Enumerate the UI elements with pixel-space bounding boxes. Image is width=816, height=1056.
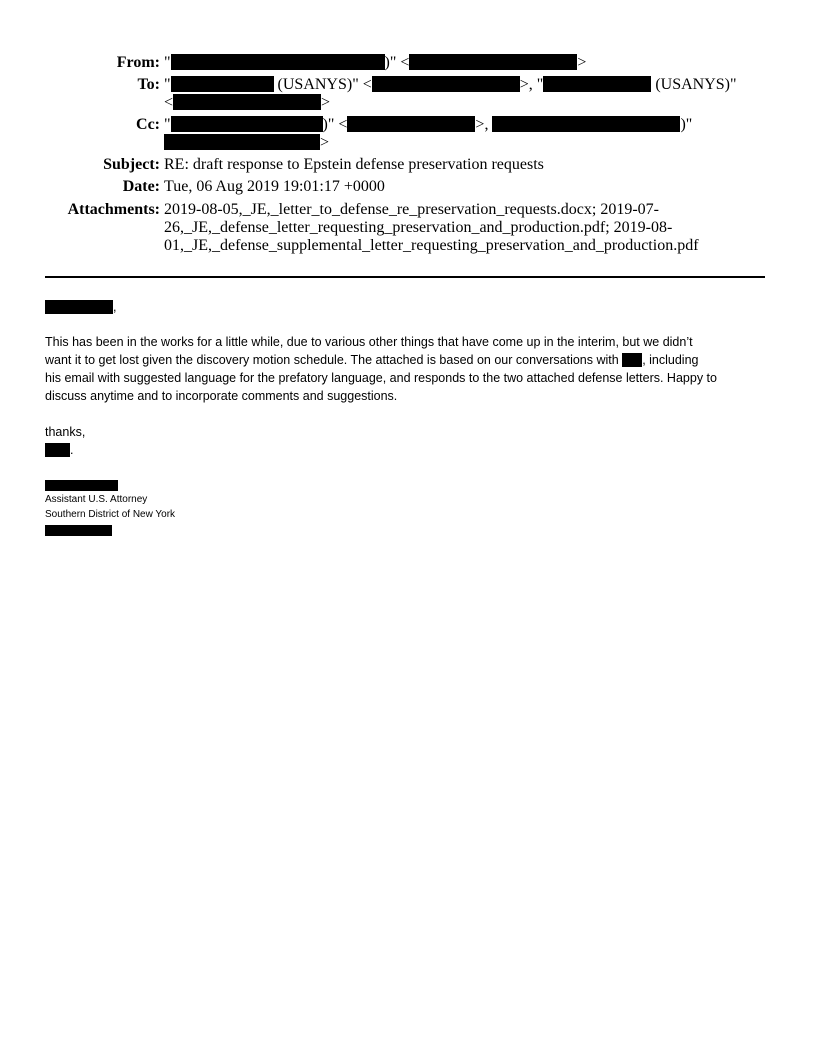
redaction-block	[543, 76, 651, 92]
quote-text: "	[164, 54, 171, 71]
redaction-block	[171, 76, 274, 92]
closing: thanks,	[45, 425, 86, 439]
attachments-line-2: 26,_JE,_defense_letter_requesting_preservation_and_production.pdf; 2019-08-	[164, 219, 673, 236]
redaction-block	[622, 353, 642, 367]
from-label: From:	[116, 54, 160, 71]
date-value: Tue, 06 Aug 2019 19:01:17 +0000	[164, 178, 385, 195]
redaction-block	[372, 76, 520, 92]
quote-text: )"	[680, 116, 693, 133]
bracket-text: <	[400, 54, 410, 71]
signature-name-redaction	[45, 480, 118, 491]
bracket-text: <	[164, 94, 174, 111]
redaction-block	[164, 134, 320, 150]
signature-title: Assistant U.S. Attorney	[45, 494, 148, 505]
quote-text: "	[164, 76, 171, 93]
closing-suffix: .	[70, 443, 74, 457]
quote-text: )"	[322, 116, 335, 133]
subject-label: Subject:	[103, 156, 160, 173]
to-label: To:	[137, 76, 160, 93]
bracket-text: >	[321, 94, 331, 111]
to-value	[164, 76, 784, 94]
bracket-text: <	[338, 116, 348, 133]
paragraph-line-1: This has been in the works for a little while, due to various other things that have come up in the interim, but we didn’t	[45, 335, 693, 349]
redaction-block	[409, 54, 577, 70]
paragraph-line-4: discuss anytime and to incorporate comments and suggestions.	[45, 389, 398, 403]
bracket-text: >	[519, 76, 529, 93]
closing-name	[45, 441, 780, 459]
quote-text: )"	[384, 54, 397, 71]
usanys-text: (USANYS)"	[277, 76, 359, 93]
usanys-text: (USANYS)"	[655, 76, 737, 93]
redaction-block	[45, 300, 113, 314]
bracket-text: >	[577, 54, 587, 71]
greeting	[45, 298, 780, 316]
bracket-text: <	[362, 76, 372, 93]
greeting-suffix: ,	[113, 300, 117, 314]
attachments-line-3: 01,_JE,_defense_supplemental_letter_requesting_preservation_and_production.pdf	[164, 237, 699, 254]
bracket-text: >	[320, 134, 330, 151]
bracket-text: >,	[475, 116, 489, 133]
paragraph-line-3: his email with suggested language for the prefatory language, and responds to the two attached defense letters. Happy to	[45, 371, 717, 385]
attachments-label: Attachments:	[67, 201, 160, 218]
from-value	[164, 54, 784, 72]
quote-text: "	[164, 116, 171, 133]
paragraph-text: want it to get lost given the discovery motion schedule. The attached is based on our conversations with	[45, 353, 619, 367]
header-divider	[45, 276, 765, 278]
redaction-block	[347, 116, 475, 132]
quote-text: , "	[528, 76, 544, 93]
date-label: Date:	[122, 178, 160, 195]
cc-label: Cc:	[136, 116, 160, 133]
attachments-line-1: 2019-08-05,_JE,_letter_to_defense_re_preservation_requests.docx; 2019-07-	[164, 201, 659, 218]
redaction-block	[45, 443, 70, 457]
paragraph-text: , including	[642, 353, 699, 367]
paragraph-line-2	[45, 351, 780, 369]
redaction-block	[171, 116, 323, 132]
signature-contact-redaction	[45, 525, 112, 536]
signature-office: Southern District of New York	[45, 509, 176, 520]
cc-value	[164, 116, 784, 134]
redaction-block	[173, 94, 321, 110]
cc-value-cont	[164, 134, 784, 152]
redaction-block	[171, 54, 385, 70]
to-value-cont	[164, 94, 784, 112]
redaction-block	[492, 116, 680, 132]
subject-value: RE: draft response to Epstein defense preservation requests	[164, 156, 544, 173]
